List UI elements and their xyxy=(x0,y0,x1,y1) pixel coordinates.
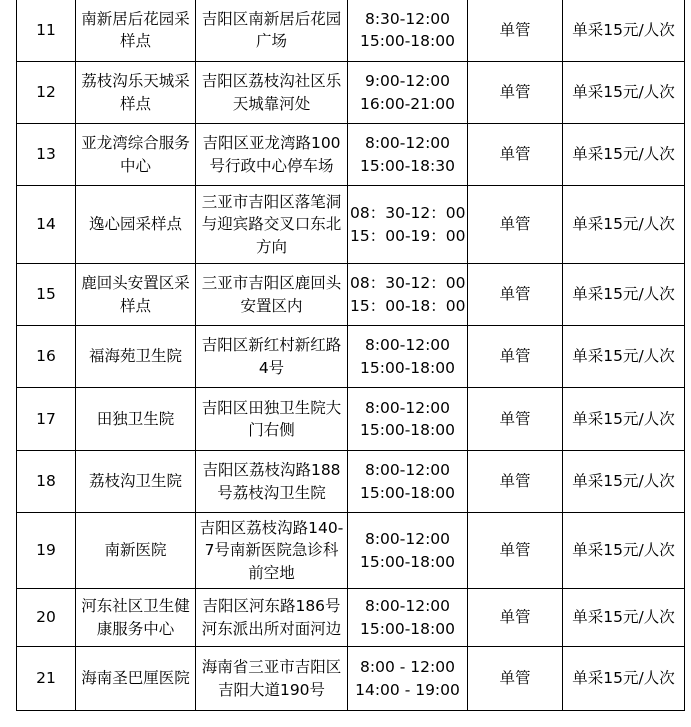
site-address: 吉阳区河东路186号河东派出所对面河边 xyxy=(196,589,348,647)
morning-hours: 8:30-12:00 xyxy=(364,9,451,28)
sampling-price: 单采15元/人次 xyxy=(563,589,685,647)
site-address: 吉阳区荔枝沟路188号荔枝沟卫生院 xyxy=(196,451,348,513)
sampling-price: 单采15元/人次 xyxy=(563,326,685,388)
afternoon-hours: 15：00-18：00 xyxy=(350,296,466,315)
sampling-type: 单管 xyxy=(468,451,563,513)
sampling-type: 单管 xyxy=(468,0,563,62)
afternoon-hours: 14:00 - 19:00 xyxy=(355,680,460,699)
sampling-price: 单采15元/人次 xyxy=(563,451,685,513)
afternoon-hours: 16:00-21:00 xyxy=(360,94,455,113)
site-address: 三亚市吉阳区落笔洞与迎宾路交叉口东北方向 xyxy=(196,186,348,264)
site-name: 南新医院 xyxy=(76,513,196,589)
site-address: 吉阳区亚龙湾路100号行政中心停车场 xyxy=(196,124,348,186)
sampling-price: 单采15元/人次 xyxy=(563,62,685,124)
table-row xyxy=(17,326,685,388)
row-number: 16 xyxy=(17,326,76,388)
opening-hours xyxy=(348,451,468,513)
table-row xyxy=(17,62,685,124)
row-number: 20 xyxy=(17,589,76,647)
morning-hours: 8:00-12:00 xyxy=(364,530,451,548)
afternoon-hours: 15:00-18:30 xyxy=(360,156,455,175)
morning-hours: 8:00-12:00 xyxy=(364,134,451,152)
row-number: 17 xyxy=(17,388,76,451)
morning-hours: 8:00-12:00 xyxy=(364,597,451,615)
table-body xyxy=(17,0,685,711)
opening-hours xyxy=(348,513,468,589)
sampling-type: 单管 xyxy=(468,647,563,711)
sampling-type: 单管 xyxy=(468,326,563,388)
morning-hours: 8:00-12:00 xyxy=(364,398,451,417)
sampling-price: 单采15元/人次 xyxy=(563,124,685,186)
sampling-price: 单采15元/人次 xyxy=(563,513,685,589)
sampling-price: 单采15元/人次 xyxy=(563,0,685,62)
site-name: 田独卫生院 xyxy=(76,388,196,451)
morning-hours: 8:00 - 12:00 xyxy=(360,658,455,676)
table-row xyxy=(17,186,685,264)
table-row xyxy=(17,513,685,589)
site-address: 吉阳区新红村新红路4号 xyxy=(196,326,348,388)
afternoon-hours: 15:00-18:00 xyxy=(360,421,455,439)
opening-hours xyxy=(348,62,468,124)
sampling-type: 单管 xyxy=(468,62,563,124)
site-name: 荔枝沟卫生院 xyxy=(76,451,196,513)
afternoon-hours: 15:00-18:00 xyxy=(360,483,455,502)
table-row xyxy=(17,264,685,326)
row-number: 19 xyxy=(17,513,76,589)
site-name: 福海苑卫生院 xyxy=(76,326,196,388)
row-number: 12 xyxy=(17,62,76,124)
sampling-sites-table xyxy=(16,0,685,711)
sampling-price: 单采15元/人次 xyxy=(563,186,685,264)
sampling-type: 单管 xyxy=(468,264,563,326)
sampling-type: 单管 xyxy=(468,513,563,589)
site-address: 吉阳区田独卫生院大门右侧 xyxy=(196,388,348,451)
site-name: 逸心园采样点 xyxy=(76,186,196,264)
sampling-price: 单采15元/人次 xyxy=(563,647,685,711)
site-name: 河东社区卫生健康服务中心 xyxy=(76,589,196,647)
opening-hours xyxy=(348,388,468,451)
table-row xyxy=(17,0,685,62)
afternoon-hours: 15:00-18:00 xyxy=(360,32,455,50)
sampling-price: 单采15元/人次 xyxy=(563,388,685,451)
sampling-type: 单管 xyxy=(468,589,563,647)
sampling-type: 单管 xyxy=(468,186,563,264)
row-number: 13 xyxy=(17,124,76,186)
site-name: 南新居后花园采样点 xyxy=(76,0,196,62)
opening-hours xyxy=(348,326,468,388)
opening-hours xyxy=(348,124,468,186)
site-name: 荔枝沟乐天城采样点 xyxy=(76,62,196,124)
sampling-type: 单管 xyxy=(468,124,563,186)
afternoon-hours: 15:00-18:00 xyxy=(360,552,455,571)
site-address: 吉阳区荔枝沟社区乐天城靠河处 xyxy=(196,62,348,124)
opening-hours xyxy=(348,647,468,711)
afternoon-hours: 15：00-19：00 xyxy=(350,226,466,245)
site-address: 海南省三亚市吉阳区吉阳大道190号 xyxy=(196,647,348,711)
morning-hours: 08：30-12：00 xyxy=(350,274,466,292)
morning-hours: 8:00-12:00 xyxy=(364,461,451,479)
opening-hours xyxy=(348,0,468,62)
table-row xyxy=(17,124,685,186)
sampling-price: 单采15元/人次 xyxy=(563,264,685,326)
table-row xyxy=(17,647,685,711)
opening-hours xyxy=(348,589,468,647)
site-name: 海南圣巴厘医院 xyxy=(76,647,196,711)
morning-hours: 9:00-12:00 xyxy=(364,72,451,90)
sampling-type: 单管 xyxy=(468,388,563,451)
site-address: 三亚市吉阳区鹿回头安置区内 xyxy=(196,264,348,326)
site-address: 吉阳区荔枝沟路140-7号南新医院急诊科前空地 xyxy=(196,513,348,589)
row-number: 11 xyxy=(17,0,76,62)
row-number: 18 xyxy=(17,451,76,513)
row-number: 21 xyxy=(17,647,76,711)
morning-hours: 08：30-12：00 xyxy=(350,204,466,222)
site-name: 亚龙湾综合服务中心 xyxy=(76,124,196,186)
afternoon-hours: 15:00-18:00 xyxy=(360,619,455,638)
table-row xyxy=(17,451,685,513)
row-number: 14 xyxy=(17,186,76,264)
opening-hours xyxy=(348,186,468,264)
morning-hours: 8:00-12:00 xyxy=(364,336,451,354)
site-name: 鹿回头安置区采样点 xyxy=(76,264,196,326)
afternoon-hours: 15:00-18:00 xyxy=(360,358,455,377)
row-number: 15 xyxy=(17,264,76,326)
table-row xyxy=(17,388,685,451)
table-row xyxy=(17,589,685,647)
site-address: 吉阳区南新居后花园广场 xyxy=(196,0,348,62)
opening-hours xyxy=(348,264,468,326)
